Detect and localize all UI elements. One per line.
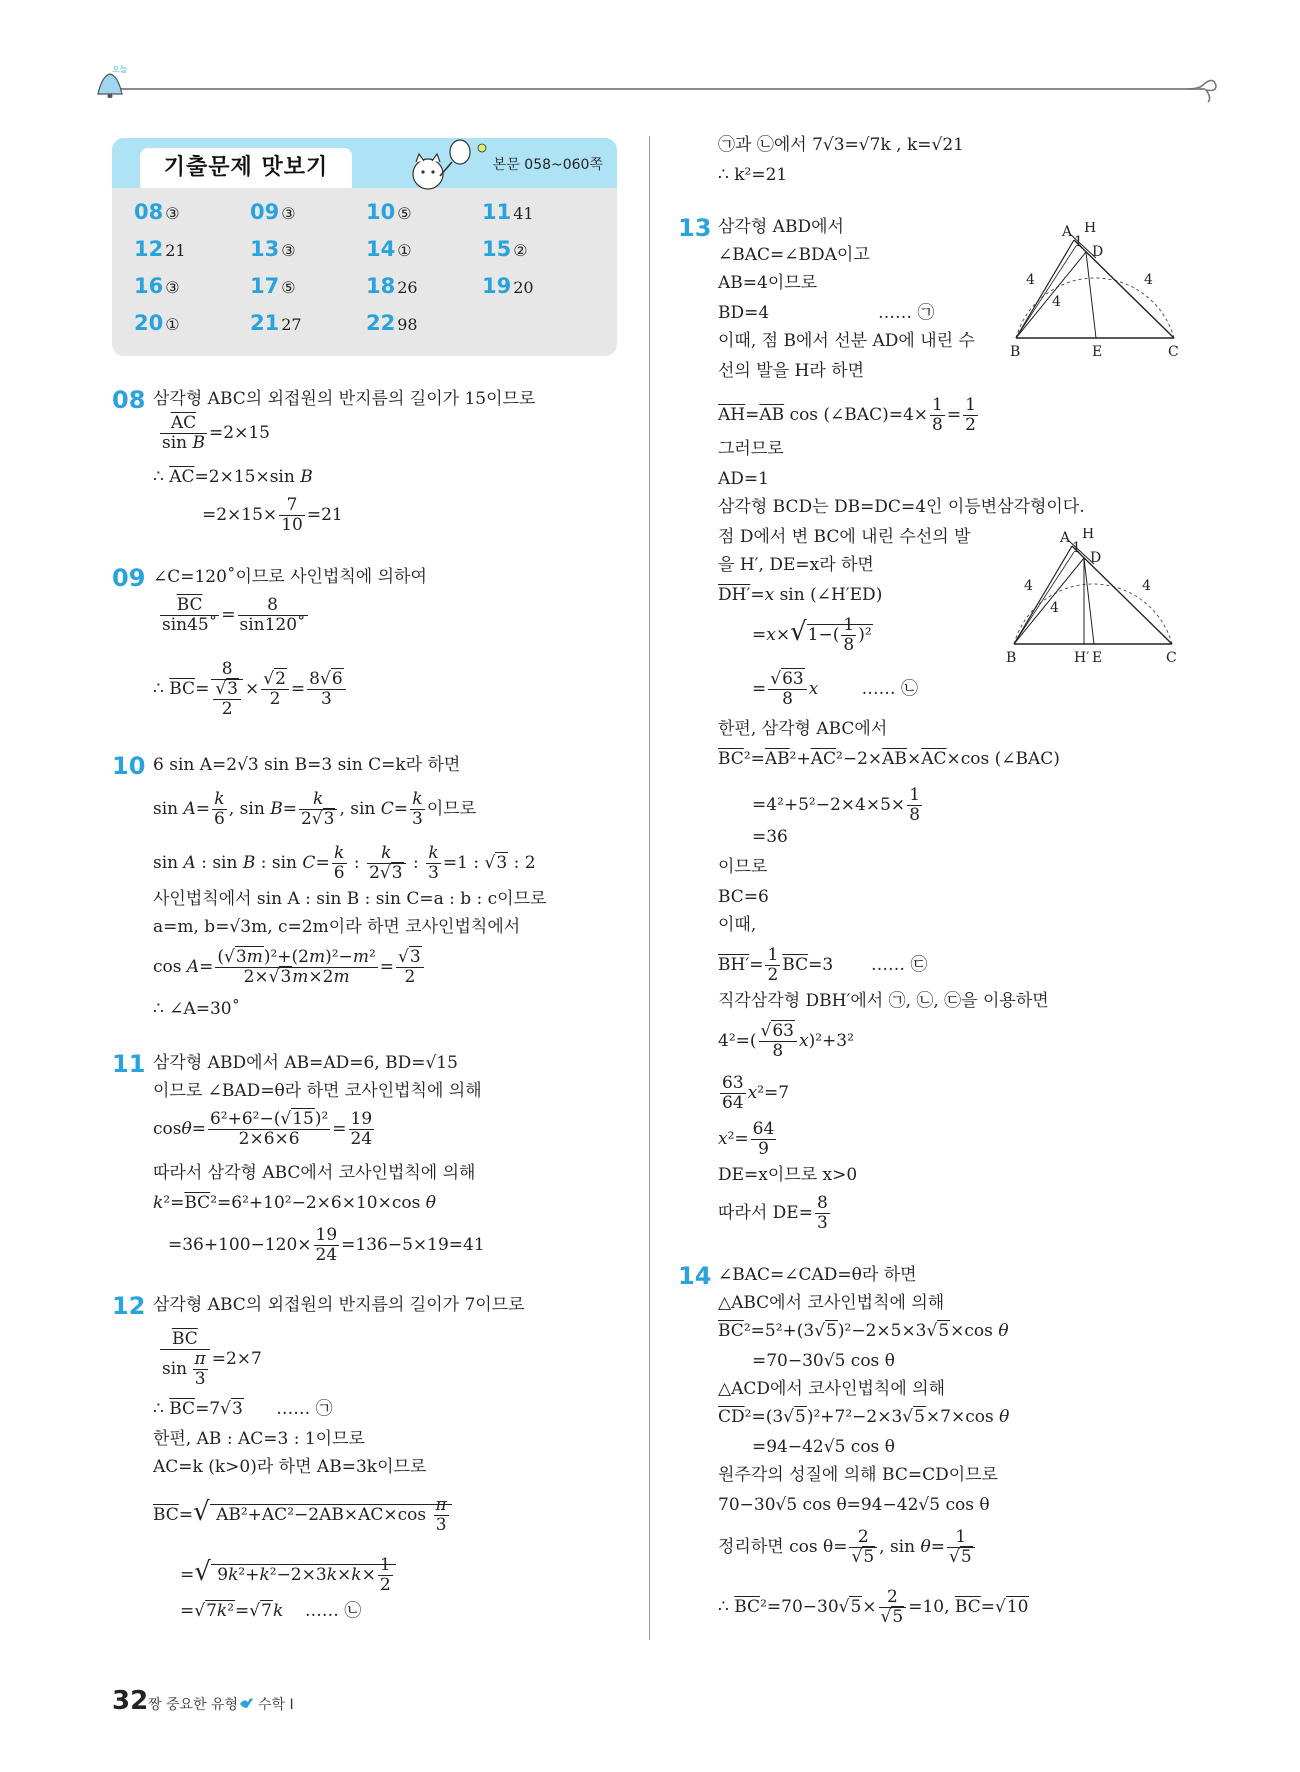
problem-text: AD=1 xyxy=(718,469,769,489)
answer-number: 16 xyxy=(134,274,164,298)
math-line: $\overline{BC}=√$ $AB^2+\overline{AC}^2-2\overline{AB}\times\overline{AC}\times\cos$ $\frac{\pi}{3}$ xyxy=(153,1496,452,1535)
answer-value: ⑤ xyxy=(281,278,296,297)
problem-number: 10 xyxy=(112,752,146,780)
answer-number: 15 xyxy=(482,237,512,261)
problem-text: 을 H′, DE=x라 하면 xyxy=(718,555,874,575)
label-a: A xyxy=(1060,530,1071,546)
problem-text: 이므로 ∠BAD=θ라 하면 코사인법칙에 의해 xyxy=(153,1081,482,1101)
problem-text: ∠C=120˚이므로 사인법칙에 의하여 xyxy=(153,567,427,587)
problem-text: 한편, 삼각형 ABC에서 xyxy=(718,719,888,739)
answer-value: 21 xyxy=(165,241,186,260)
math-line: $\overline{CD}^2=(3√5)^2+7^2-2\times 3√5\times 7\times\cos$ θ xyxy=(718,1407,1010,1427)
problem-text: =36 xyxy=(752,827,788,847)
answer-box xyxy=(112,138,617,356)
answer-item xyxy=(366,274,476,304)
answer-box-title: 기출문제 맛보기 xyxy=(140,148,352,188)
answer-item xyxy=(134,274,244,304)
problem-text: DE=x이므로 x>0 xyxy=(718,1165,858,1185)
problem-text: 그러므로 xyxy=(718,439,784,459)
ribbon-knot-icon xyxy=(1186,78,1222,104)
calc-start: =36+100−120× xyxy=(168,1235,312,1255)
problem-text: ∠BAC=∠BDA이고 xyxy=(718,245,870,265)
answer-value: 26 xyxy=(397,278,418,297)
problem-text: 삼각형 ABC의 외접원의 반지름의 길이가 15이므로 xyxy=(153,389,536,409)
math-line: DH′=x sin (∠H′ED) xyxy=(718,585,883,605)
problem-text: 직각삼각형 DBH′에서 ㉠, ㉡, ㉢을 이용하면 xyxy=(718,991,1049,1011)
answer-number: 20 xyxy=(134,311,164,335)
label-four: 4 xyxy=(1024,578,1033,594)
equation-mark: …… ㉡ xyxy=(861,679,918,699)
label-four: 4 xyxy=(1052,294,1061,310)
label-h: H xyxy=(1082,528,1095,542)
answer-item xyxy=(134,200,244,230)
problem-text: AB=4이므로 xyxy=(718,273,818,293)
math-line: $\frac{\overline{AC}}{\text{sin B}}$ =2×15 xyxy=(162,413,270,453)
math-line: $\overline{BC}$ sin $\frac{\pi}{3}$ =2×7 xyxy=(162,1329,262,1389)
problem-number: 12 xyxy=(112,1292,146,1320)
problem-text: 70−30√5 cos θ=94−42√5 cos θ xyxy=(718,1495,990,1515)
label-b: B xyxy=(1010,344,1021,360)
calc-end: =136−5×19=41 xyxy=(341,1235,485,1255)
column-divider xyxy=(649,136,650,1640)
answer-item xyxy=(366,311,476,341)
math-line: ∴ $\overline{BC}=$ $\frac{8}{\frac{√3}{2}}$ × $\frac{√2}{2}$ = $\frac{8√6}{3}$ xyxy=(153,660,348,719)
math-line: =36+100−120× $\frac{19}{24}$ =136−5×19=41 xyxy=(168,1225,485,1265)
label-d: D xyxy=(1092,244,1104,260)
math-line: x²= $\frac{64}{9}$ xyxy=(718,1119,775,1159)
math-line: $\overline{AH}=\overline{AB}$ cos (∠BAC)=4× $\frac{1}{8}$ = $\frac{1}{2}$ xyxy=(718,395,976,435)
bell-text: 오늘 xyxy=(112,65,128,74)
answer-value: 27 xyxy=(281,315,302,334)
answer-item xyxy=(250,237,360,267)
problem-text: AC=k (k>0)라 하면 AB=3k이므로 xyxy=(153,1457,427,1477)
bell-icon xyxy=(92,64,128,98)
math-line: $\overline{BC}^2=\overline{AB}^2+\overline{AC}^2-2\times\overline{AB}\times\overline{AC}\times\cos$ (∠BAC) xyxy=(718,749,1060,769)
equation-mark: …… ㉢ xyxy=(870,955,928,975)
math-line: 정리하면 cos θ= $\frac{2}{√5}$ , sin θ= $\frac{1}{√5}$ xyxy=(718,1528,977,1567)
answer-number: 22 xyxy=(366,311,396,335)
answer-number: 09 xyxy=(250,200,280,224)
problem-text: 원주각의 성질에 의해 BC=CD이므로 xyxy=(718,1465,998,1485)
problem-text: 이때, xyxy=(718,915,757,935)
triangle-figure-2 xyxy=(1002,528,1182,666)
answer-value: ① xyxy=(165,315,180,334)
answer-value: 41 xyxy=(513,204,534,223)
triangle-figure-1 xyxy=(1004,222,1184,360)
answer-value: ③ xyxy=(281,204,296,223)
problem-text: 따라서 삼각형 ABC에서 코사인법칙에 의해 xyxy=(153,1163,476,1183)
answer-number: 17 xyxy=(250,274,280,298)
math-line: 따라서 DE= $\frac{8}{3}$ xyxy=(718,1193,828,1233)
answer-number: 12 xyxy=(134,237,164,261)
answer-item xyxy=(366,200,476,230)
problem-text: 삼각형 ABC의 외접원의 반지름의 길이가 7이므로 xyxy=(153,1295,525,1315)
math-line: BH′= $\frac{1}{2}$ $\overline{BC}=3$ …… ㉢ xyxy=(718,945,928,985)
subject-label: 수학 I xyxy=(258,1697,294,1713)
answer-item xyxy=(250,274,360,304)
math-line: = $\frac{√63}{8}$ x …… ㉡ xyxy=(752,669,918,709)
problem-number: 09 xyxy=(112,564,146,592)
answer-item xyxy=(482,237,592,267)
math-line: $\frac{63}{64}$ x²=7 xyxy=(722,1073,790,1113)
problem-text: a=m, b=√3m, c=2m이라 하면 코사인법칙에서 xyxy=(153,917,521,937)
answer-item xyxy=(482,274,592,304)
math-line: ∴ $\overline{BC}=7√3$ …… ㉠ xyxy=(153,1399,333,1419)
answer-number: 10 xyxy=(366,200,396,224)
book-title: 짱 중요한 유형 xyxy=(148,1697,239,1713)
label-d: D xyxy=(1090,550,1102,566)
answer-box-reference: 본문 058~060쪽 xyxy=(492,157,603,173)
math-line: ∴ $\overline{BC}^2=70-30√5\times$ $\frac{2}{√5}$ =10, $\overline{BC}=√10$ xyxy=(718,1587,1029,1627)
label-e: E xyxy=(1092,344,1103,360)
problem-text: =70−30√5 cos θ xyxy=(752,1351,895,1371)
tennis-cat-icon xyxy=(394,138,490,198)
answer-value: 98 xyxy=(397,315,418,334)
bird-icon xyxy=(238,1694,254,1710)
answer-value: 20 xyxy=(513,278,534,297)
math-line: sin A : sin B : sin C= $\frac{k}{6}$ : $\frac{k}{2√3}$ : $\frac{k}{3}$ =1 : √3 : 2 xyxy=(153,843,536,883)
label-h: H xyxy=(1084,222,1097,236)
problem-text: 이때, 점 B에서 선분 AD에 내린 수 xyxy=(718,331,975,351)
math-line: =√ 9k²+k²−2×3k×k× $\frac{1}{2}$ xyxy=(180,1556,396,1595)
math-line: =4²+5²−2×4×5× $\frac{1}{8}$ xyxy=(752,785,921,825)
answer-item xyxy=(366,237,476,267)
equation-mark: …… ㉠ xyxy=(878,303,935,323)
label-a: A xyxy=(1062,224,1073,240)
label-four: 4 xyxy=(1026,272,1035,288)
problem-text: 삼각형 ABD에서 AB=AD=6, BD=√15 xyxy=(153,1053,458,1073)
label-one: 1 xyxy=(1072,540,1081,556)
problem-text: 점 D에서 변 BC에 내린 수선의 발 xyxy=(718,527,971,547)
label-four: 4 xyxy=(1144,272,1153,288)
problem-text: △ABC에서 코사인법칙에 의해 xyxy=(718,1293,945,1313)
problem-number: 08 xyxy=(112,386,146,414)
problem-text: =94−42√5 cos θ xyxy=(752,1437,895,1457)
label-four: 4 xyxy=(1050,600,1059,616)
math-line: ∴ $\overline{AC}=2\times 15\times\sin$ B xyxy=(153,467,313,487)
answer-value: ③ xyxy=(281,241,296,260)
math-line: $\overline{BC}^2=5^2+(3√5)^2-2\times 5\times 3√5\times\cos$ θ xyxy=(718,1321,1009,1341)
problem-number: 13 xyxy=(678,214,712,242)
answer-number: 18 xyxy=(366,274,396,298)
problem-text: 삼각형 BCD는 DB=DC=4인 이등변삼각형이다. xyxy=(718,497,1085,517)
answer-value: ③ xyxy=(165,278,180,297)
math-line: cosθ= $\frac{\text{6²+6²−(√15)²}}{2\times 6\times 6}$ = $\frac{19}{24}$ xyxy=(153,1109,373,1149)
answer-number: 11 xyxy=(482,200,512,224)
label-e: E xyxy=(1092,650,1103,666)
problem-text: ㉠과 ㉡에서 7√3=√7k , k=√21 xyxy=(718,135,964,155)
problem-number: 11 xyxy=(112,1050,146,1078)
label-c: C xyxy=(1168,344,1179,360)
problem-text: 이므로 xyxy=(718,857,768,877)
label-four: 4 xyxy=(1142,578,1151,594)
header-rule xyxy=(100,88,1205,90)
problem-text: ∴ ∠A=30˚ xyxy=(153,999,241,1019)
problem-text: △ACD에서 코사인법칙에 의해 xyxy=(718,1379,946,1399)
math-line: =√7k²=√7k …… ㉡ xyxy=(180,1601,362,1621)
problem-text: 선의 발을 H라 하면 xyxy=(718,361,864,381)
problem-text: 삼각형 ABD에서 xyxy=(718,217,844,237)
answer-item xyxy=(482,200,592,230)
answer-number: 14 xyxy=(366,237,396,261)
answer-number: 08 xyxy=(134,200,164,224)
label-one: 1 xyxy=(1074,234,1083,250)
problem-text: ∴ k²=21 xyxy=(718,165,788,185)
problem-text: BC=6 xyxy=(718,887,769,907)
math-line: sin A= $\frac{k}{6}$ , sin B= $\frac{k}{2√3}$ , sin C= $\frac{k}{3}$ 이므로 xyxy=(153,789,477,829)
label-h-prime: H′ xyxy=(1074,650,1090,666)
answer-number: 21 xyxy=(250,311,280,335)
math-line: $k^2=\overline{BC}^2=6^2+10^2-2\times 6\times 10\times\cos$ θ xyxy=(153,1193,436,1213)
problem-text: ∠BAC=∠CAD=θ라 하면 xyxy=(718,1265,917,1285)
answer-number: 19 xyxy=(482,274,512,298)
math-line: cos A= $\frac{\text{(√3m)²+(2m)²−m²}}{2\times√3m\times 2m}$ = $\frac{√3}{2}$ xyxy=(153,948,426,987)
final-text: 따라서 DE= xyxy=(718,1203,813,1223)
answer-item xyxy=(134,311,244,341)
answer-value: ③ xyxy=(165,204,180,223)
math-line: =2×15× $\frac{7}{10}$ =21 xyxy=(202,495,343,535)
math-line: $\frac{\overline{BC}}{\sin 45˚}$ = $\frac{8}{\sin 120˚}$ xyxy=(162,595,306,635)
problem-text: 사인법칙에서 sin A : sin B : sin C=a : b : c이므로 xyxy=(153,889,547,909)
answer-number: 13 xyxy=(250,237,280,261)
answer-item xyxy=(250,311,360,341)
answer-value: ① xyxy=(397,241,412,260)
problem-text: 6 sin A=2√3 sin B=3 sin C=k라 하면 xyxy=(153,755,461,775)
problem-number: 14 xyxy=(678,1262,712,1290)
page-number: 32 xyxy=(112,1686,149,1716)
answer-value: ② xyxy=(513,241,528,260)
answer-value: ⑤ xyxy=(397,204,412,223)
label-c: C xyxy=(1166,650,1177,666)
problem-text: BD=4 xyxy=(718,303,770,323)
arrange-text: 정리하면 cos θ= xyxy=(718,1537,848,1557)
label-b: B xyxy=(1006,650,1017,666)
math-line: =x×√1−( $\frac{1}{8}$ )² xyxy=(752,615,872,655)
answer-item xyxy=(134,237,244,267)
answer-item xyxy=(250,200,360,230)
problem-text: 한편, AB : AC=3 : 1이므로 xyxy=(153,1429,365,1449)
math-line: 4²=( $\frac{√63}{8}$ x)²+3² xyxy=(718,1021,854,1061)
